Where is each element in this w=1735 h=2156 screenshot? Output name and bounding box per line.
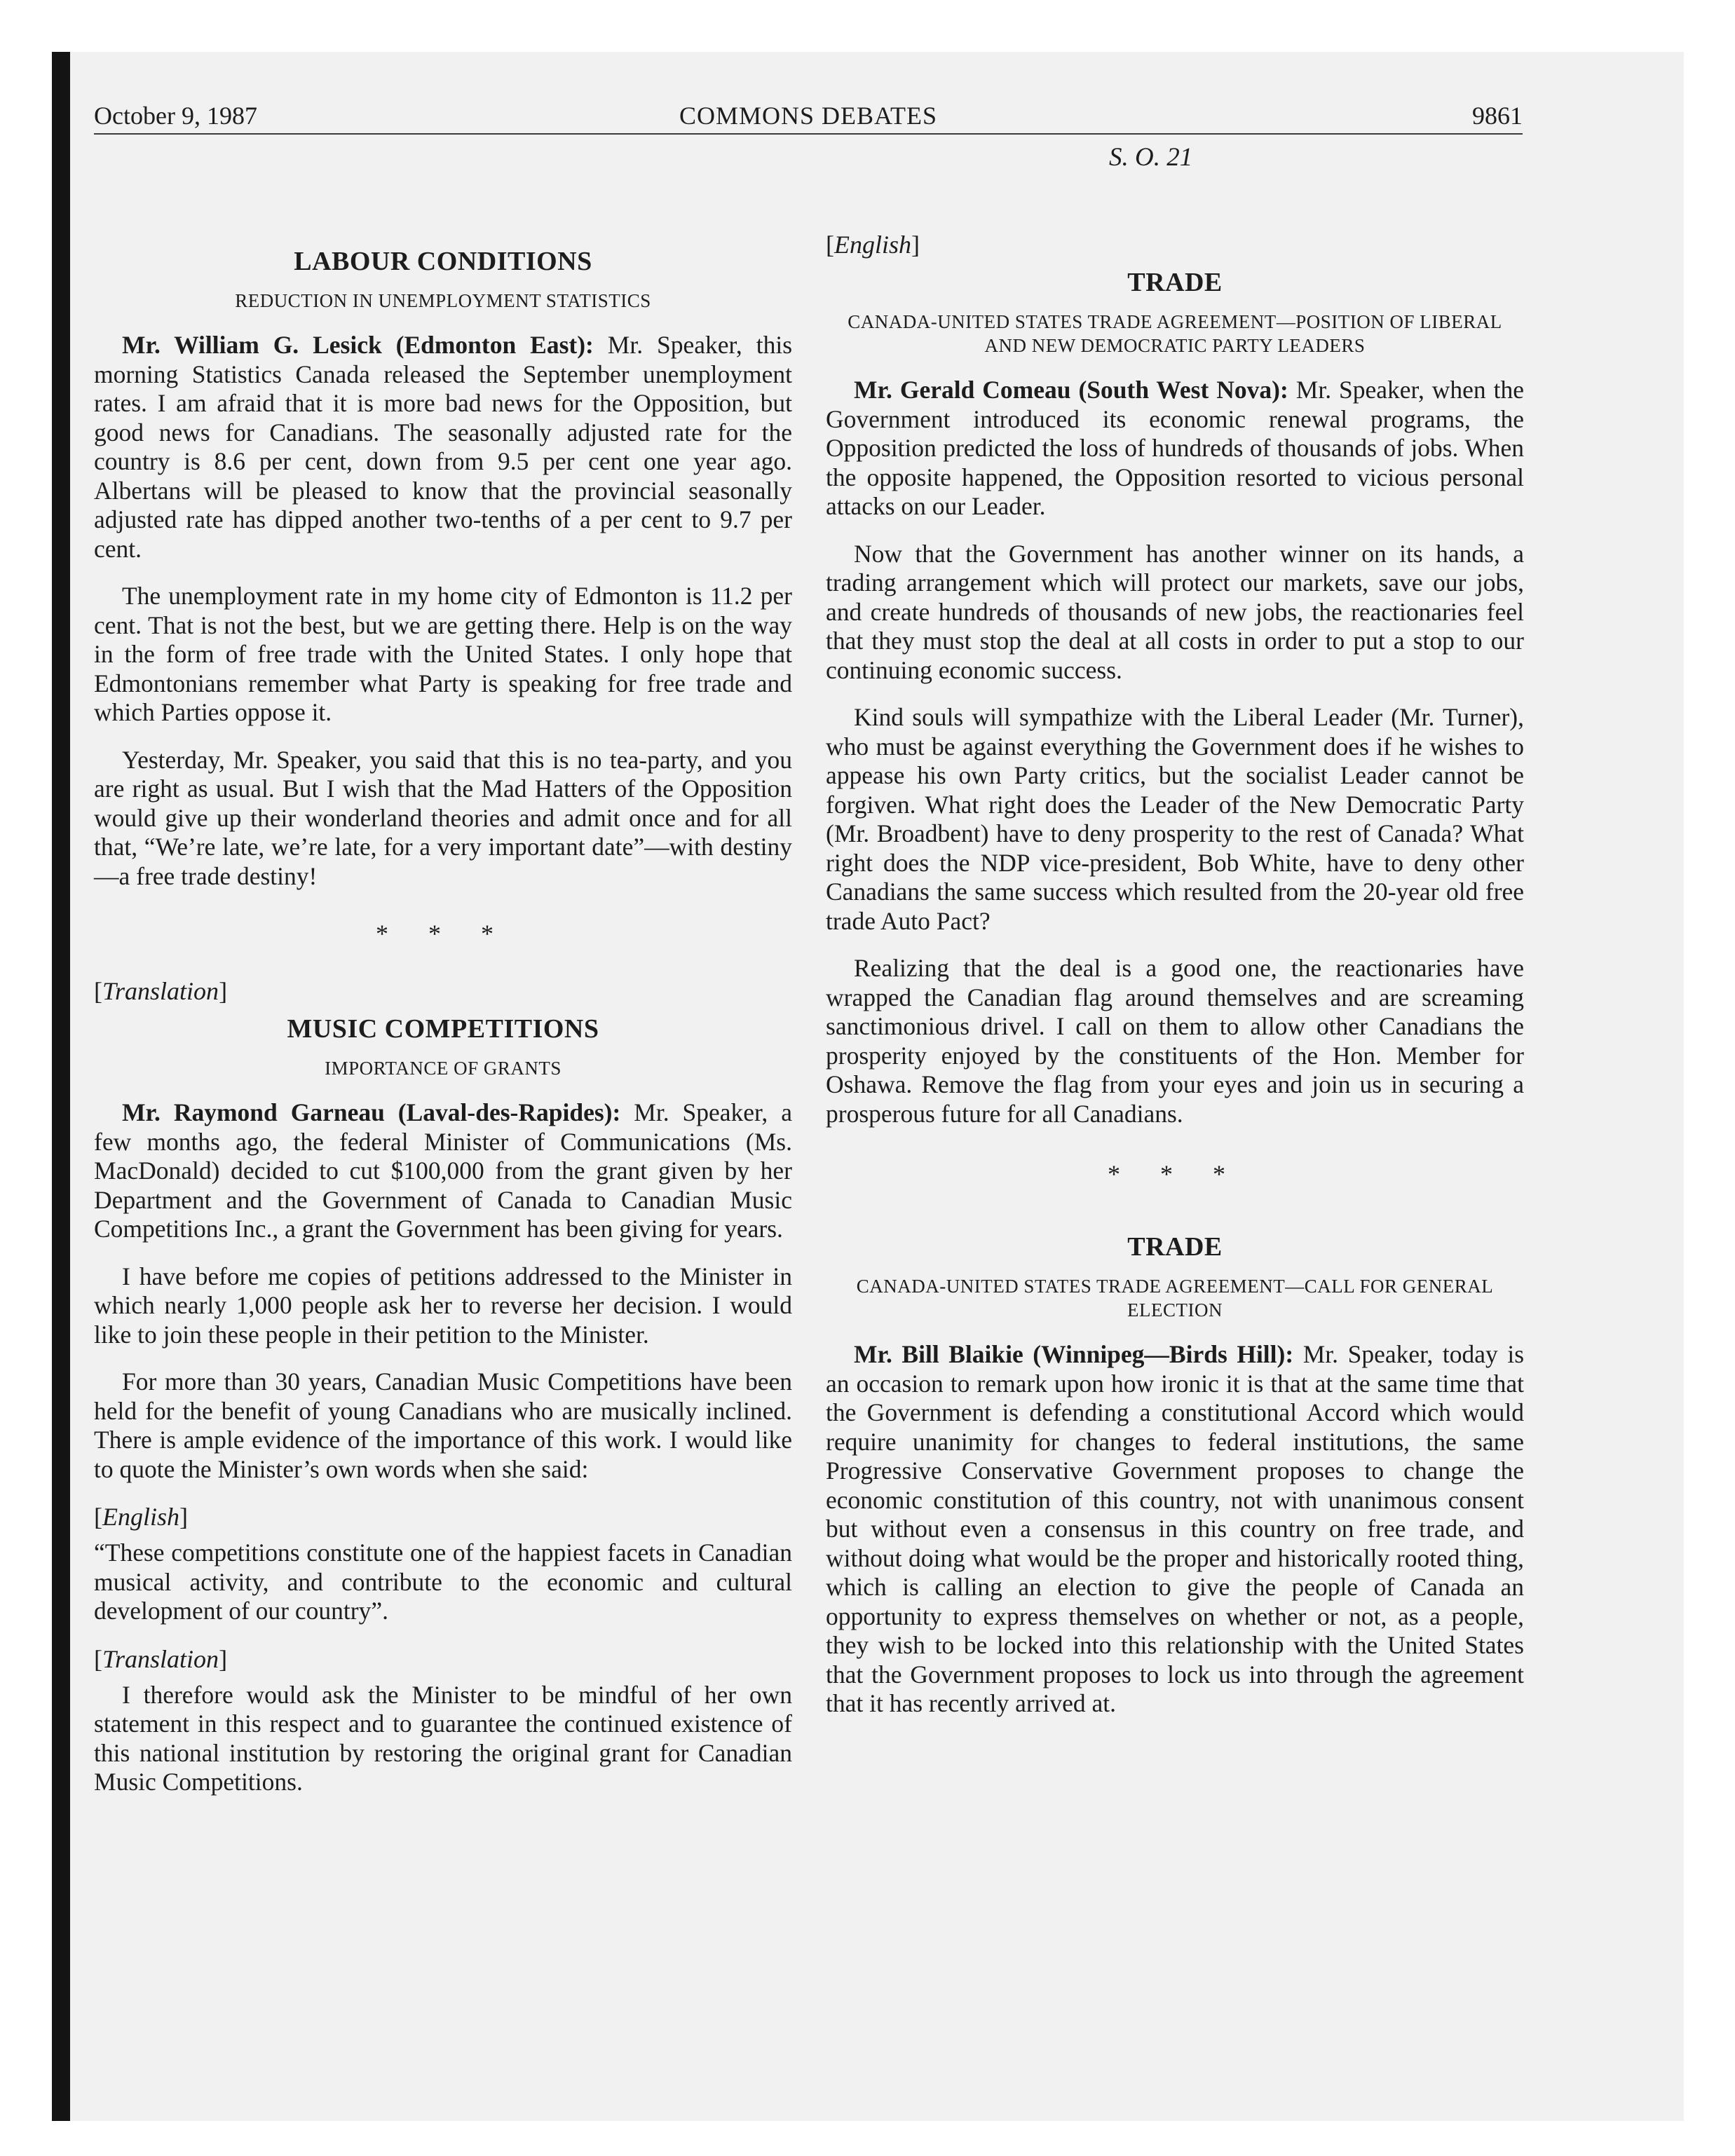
section-subheading-trade-agreement: CANADA-UNITED STATES TRADE AGREEMENT—POSITION OF LIBERAL AND NEW DEMOCRATIC PARTY LEADERS [848,311,1502,356]
language-label: [English] [94,1503,189,1531]
language-label-text: Translation [102,977,219,1005]
paragraph-text: Mr. Speaker, this morning Statistics Canada released the September unemployment rates. I am afraid that it is more bad news for the Opposition, but good news for Canadians. The seasonally adjusted rate for the country is 8.6 per cent, down from 9.5 per cent one year ago. Albertans will be pleased to know that the provincial seasonally adjusted rate has dipped another two-tenths of a per cent to 9.7 per cent. [94,331,793,563]
right-column-spacer [826,140,1524,230]
paragraph: The unemployment rate in my home city of Edmonton is 11.2 per cent. That is not the best, but we are getting there. Help is on the way in the form of free trade with the United States. I only hope that Edmontonians remember what Party is speaking for free trade and which Parties oppose it. [94,582,792,726]
speaker-name: Mr. William G. Lesick (Edmonton East): [122,331,594,359]
language-label-text: English [102,1503,180,1531]
section-subheading-general-election: CANADA-UNITED STATES TRADE AGREEMENT—CALL FOR GENERAL ELECTION [856,1276,1494,1321]
paragraph [94,1098,792,1244]
section-separator: * * * [1108,1160,1242,1188]
paragraph [826,1340,1524,1719]
section-separator: * * * [376,920,510,948]
section-heading-trade: TRADE [1127,1232,1223,1262]
left-column [94,140,792,1815]
language-label: [Translation] [94,1644,228,1673]
paragraph [94,331,792,564]
page-header [94,98,1523,135]
section-heading-trade: TRADE [1127,268,1223,297]
paragraph: I therefore would ask the Minister to be mindful of her own statement in this respect and to guarantee the continued existence of this national institution by restoring the original grant for Canadian Music Competitions. [94,1680,792,1796]
paragraph [826,376,1524,521]
paragraph: Realizing that the deal is a good one, the reactionaries have wrapped the Canadian flag around themselves and are screaming sanctimonious drivel. I call on them to allow other Canadians the prosperity enjoyed by the constituents of the Hon. Member for Oshawa. Remove the flag from your eyes and join us in securing a prosperous future for all Canadians. [826,954,1524,1128]
header-page-number: 9861 [1472,102,1523,130]
right-column [826,140,1524,1737]
speaker-name: Mr. Raymond Garneau (Laval-des-Rapides): [122,1098,621,1126]
scan-edge-shadow [52,52,70,2121]
language-label-text: Translation [102,1644,219,1673]
language-label-text: English [834,231,912,259]
paragraph: Yesterday, Mr. Speaker, you said that this is no tea-party, and you are right as usual. But I wish that the Mad Hatters of the Opposition would give up their wonderland theories and admit once and for all that, “We’re late, we’re late, for a very important date”—with destiny—a free trade destiny! [94,745,792,890]
paragraph: Now that the Government has another winner on its hands, a trading arrangement which will protect our markets, save our jobs, and create hundreds of thousands of new jobs, the reactionaries feel that they must stop the deal at all costs in order to put a stop to our continuing economic success. [826,539,1524,684]
paragraph-text: Mr. Speaker, a few months ago, the federal Minister of Communications (Ms. MacDonald) decided to cut $100,000 from the grant given by her Department and the Government of Canada to Canadian Music Competitions Inc., a grant the Government has been giving for years. [94,1098,793,1243]
section-heading-labour: LABOUR CONDITIONS [294,247,592,276]
speaker-name: Mr. Bill Blaikie (Winnipeg—Birds Hill): [854,1340,1294,1368]
left-column-spacer [94,140,792,245]
header-date: October 9, 1987 [94,102,257,130]
paragraph-text: Mr. Speaker, today is an occasion to remark upon how ironic it is that at the same time that the Government is defending a constitutional Accord which would require unanimity for changes to federal institutions, the same Progressive Conservative Government proposes to change the economic constitution of this country, not with unanimous consent but without even a consensus in this country on free trade, and without doing what would be the proper and historically rooted thing, which is calling an election to give the people of Canada an opportunity to express themselves on whether or not, as a people, they wish to be locked into this relationship with the United States that the Government proposes to lock us into through the agreement that it has recently arrived at. [826,1340,1525,1717]
paragraph-text: Mr. Speaker, when the Government introduced its economic renewal programs, the Opposition predicted the loss of hundreds of thousands of jobs. When the opposite happened, the Opposition resorted to vicious personal attacks on our Leader. [826,376,1525,520]
speaker-name: Mr. Gerald Comeau (South West Nova): [854,376,1288,404]
section-heading-music: MUSIC COMPETITIONS [287,1014,599,1044]
paragraph: For more than 30 years, Canadian Music Competitions have been held for the benefit of young Canadians who are musically inclined. There is ample evidence of the importance of this work. I would like to quote the Minister’s own words when she said: [94,1367,792,1483]
quote-paragraph: “These competitions constitute one of the happiest facets in Canadian musical activity, and contribute to the economic and cultural development of our country”. [94,1538,792,1625]
language-label: [English] [826,231,920,259]
header-title: COMMONS DEBATES [679,102,938,130]
section-subheading-grants: IMPORTANCE OF GRANTS [325,1058,562,1079]
paragraph: Kind souls will sympathize with the Liberal Leader (Mr. Turner), who must be against everything the Government does if he wishes to appease his own Party critics, but the socialist Leader cannot be forgiven. What right does the Leader of the New Democratic Party (Mr. Broadbent) have to deny prosperity to the rest of Canada? What right does the NDP vice-president, Bob White, have to deny other Canadians the same success which resulted from the 20-year old free trade Auto Pact? [826,703,1524,935]
standing-order-label: S. O. 21 [1109,143,1193,172]
section-subheading-unemployment: REDUCTION IN UNEMPLOYMENT STATISTICS [235,290,651,311]
language-label: [Translation] [94,977,228,1005]
paragraph: I have before me copies of petitions addressed to the Minister in which nearly 1,000 people ask her to reverse her decision. I would like to join these people in their petition to the Minister. [94,1262,792,1349]
